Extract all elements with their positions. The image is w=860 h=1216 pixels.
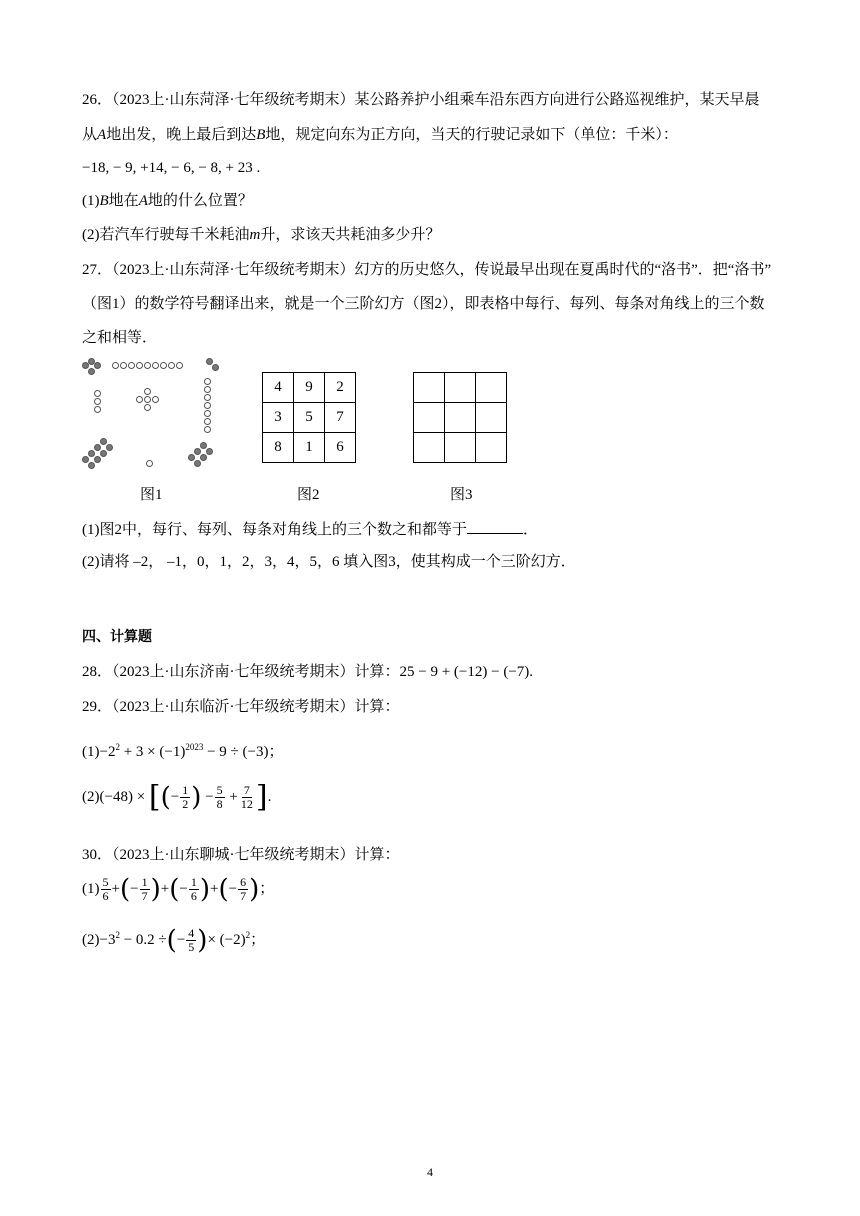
cell: 6 (325, 433, 356, 463)
q29-prefix: 29．（2023上·山东临沂·七年级统考期末）计算： (82, 699, 400, 715)
cell (476, 403, 507, 433)
q30-sub2: $(2)-3^2 - 0.2$ ÷(− $\frac{4}{5}$ )× $(-2)^2$； (82, 925, 266, 956)
cell: 4 (263, 373, 294, 403)
cell: 9 (294, 373, 325, 403)
cell (476, 373, 507, 403)
cell (476, 433, 507, 463)
q27-line2: （图1）的数学符号翻译出来，就是一个三阶幻方（图2），即表格中每行、每列、每条对角线上的三个数 (82, 296, 765, 312)
q27-line1: 27．（2023上·山东菏泽·七年级统考期末）幻方的历史悠久，传说最早出现在夏禹时代的“洛书”．把“洛书” (82, 262, 772, 278)
cell: 8 (263, 433, 294, 463)
q26-sub2: (2)若汽车行驶每千米耗油m升，求该天共耗油多少升？ (82, 227, 441, 243)
q29-sub1: $(1)-2^2 + 3 \times (-1)^{2023} - 9 \div (-3)$； (82, 742, 284, 760)
cell: 5 (294, 403, 325, 433)
cell: 1 (294, 433, 325, 463)
cell (445, 373, 476, 403)
cell: 2 (325, 373, 356, 403)
q26-sub1: (1)B地在A地的什么位置？ (82, 193, 253, 209)
q27-sub2: (2)请将 –2， –1，0，1，2，3，4，5，6 填入图3，使其构成一个三阶幻方． (82, 554, 576, 570)
cell (414, 433, 445, 463)
cell (414, 373, 445, 403)
cell (445, 403, 476, 433)
answer-blank (467, 519, 523, 534)
page-number: 4 (427, 1165, 433, 1179)
q26-data-line: −18, − 9, +14, − 6, − 8, + 23 . (82, 160, 261, 176)
fig2-caption: 图2 (297, 487, 320, 503)
cell (414, 403, 445, 433)
q26-line2: 从A地出发，晚上最后到达B地，规定向东为正方向，当天的行驶记录如下（单位：千米）： (82, 127, 678, 143)
q28: 28．（2023上·山东济南·七年级统考期末）计算：25 − 9 + (−12) − (−7). (82, 664, 534, 680)
q26-line1: 26．（2023上·山东菏泽·七年级统考期末）某公路养护小组乘车沿东西方向进行公路巡视维护，某天早晨 (82, 92, 760, 108)
magic-square-fig2 (262, 372, 356, 463)
q30-prefix: 30．（2023上·山东聊城·七年级统考期末）计算： (82, 847, 400, 863)
cell (445, 433, 476, 463)
cell: 7 (325, 403, 356, 433)
q29-sub2: (2)(−48) × [(− $\frac{1}{2}$ ) − $\frac{5}{8}$ + $\frac{7}{12}$ ]. (82, 779, 272, 815)
empty-grid-fig3 (413, 372, 507, 463)
fig1-caption: 图1 (140, 487, 163, 503)
q27-line3: 之和相等． (82, 330, 158, 346)
q27-sub1: (1)图2中，每行、每列、每条对角线上的三个数之和都等于 ． (82, 519, 538, 540)
cell: 3 (263, 403, 294, 433)
fig3-caption: 图3 (450, 487, 473, 503)
luoshu-figure (78, 358, 228, 473)
q30-sub1: (1) $\frac{5}{6}$ +(− $\frac{1}{7}$ )+(− $\frac{1}{6}$ )+(− $\frac{6}{7}$ )； (82, 874, 275, 905)
section-title: 四、计算题 (82, 629, 152, 645)
